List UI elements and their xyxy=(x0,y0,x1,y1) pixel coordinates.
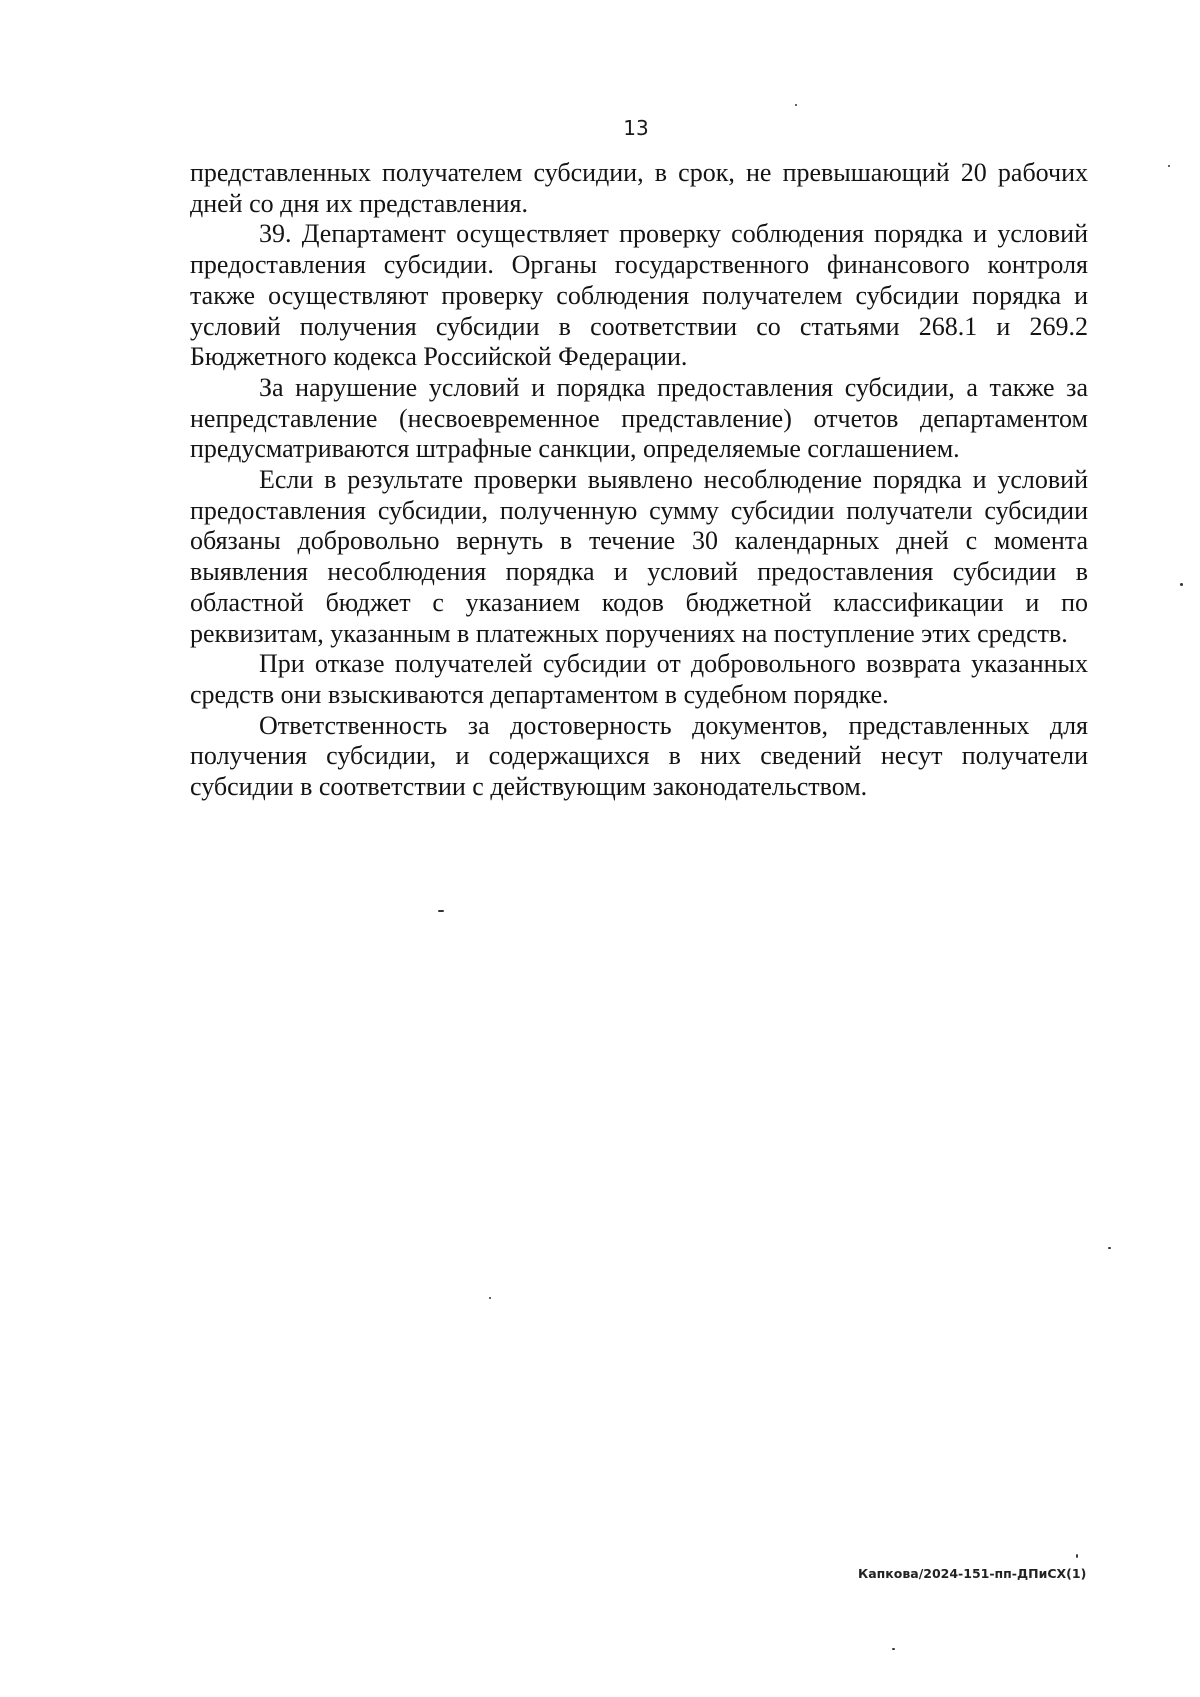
paragraph-recovery: При отказе получателей субсидии от добровольного возврата указанных средств они взыскиваются департаментом в судебном порядке. xyxy=(190,649,1088,709)
document-reference-footer: Капкова/2024-151-пп-ДПиСХ(1) xyxy=(858,1566,1087,1581)
page-number: 13 xyxy=(623,116,649,140)
document-body xyxy=(190,158,1088,803)
scan-speck xyxy=(892,1648,895,1650)
scan-speck xyxy=(489,1297,491,1299)
scan-speck xyxy=(795,104,797,106)
paragraph-continuation: представленных получателем субсидии, в срок, не превышающий 20 рабочих дней со дня их представления. xyxy=(190,158,1088,218)
paragraph-penalties: За нарушение условий и порядка предоставления субсидии, а также за непредставление (несвоевременное представление) отчетов департаментом предусматриваются штрафные санкции, определяемые соглашением. xyxy=(190,372,1088,464)
scan-speck xyxy=(1108,1247,1111,1249)
paragraph-refund: Если в результате проверки выявлено несоблюдение порядка и условий предоставления субсидии, полученную сумму субсидии получатели субсидии обязаны добровольно вернуть в течение 30 календарных дней с момента выявления несоблюдения порядка и условий предоставления субсидии в областной бюджет с указанием кодов бюджетной классификации и по реквизитам, указанным в платежных поручениях на поступление этих средств. xyxy=(190,465,1088,648)
paragraph-responsibility: Ответственность за достоверность документов, представленных для получения субсидии, и содержащихся в них сведений несут получатели субсидии в соответствии с действующим законодательством. xyxy=(190,710,1088,802)
scan-speck xyxy=(1180,583,1183,586)
scan-speck xyxy=(438,910,444,912)
paragraph-item-39: 39. Департамент осуществляет проверку соблюдения порядка и условий предоставления субсидии. Органы государственного финансового контроля также осуществляют проверку соблюдения получателем субсидии порядка и условий получения субсидии в соответствии со статьями 268.1 и 269.2 Бюджетного кодекса Российской Федерации. xyxy=(190,219,1088,372)
scan-speck xyxy=(1076,1554,1078,1558)
scan-speck xyxy=(1168,165,1170,167)
